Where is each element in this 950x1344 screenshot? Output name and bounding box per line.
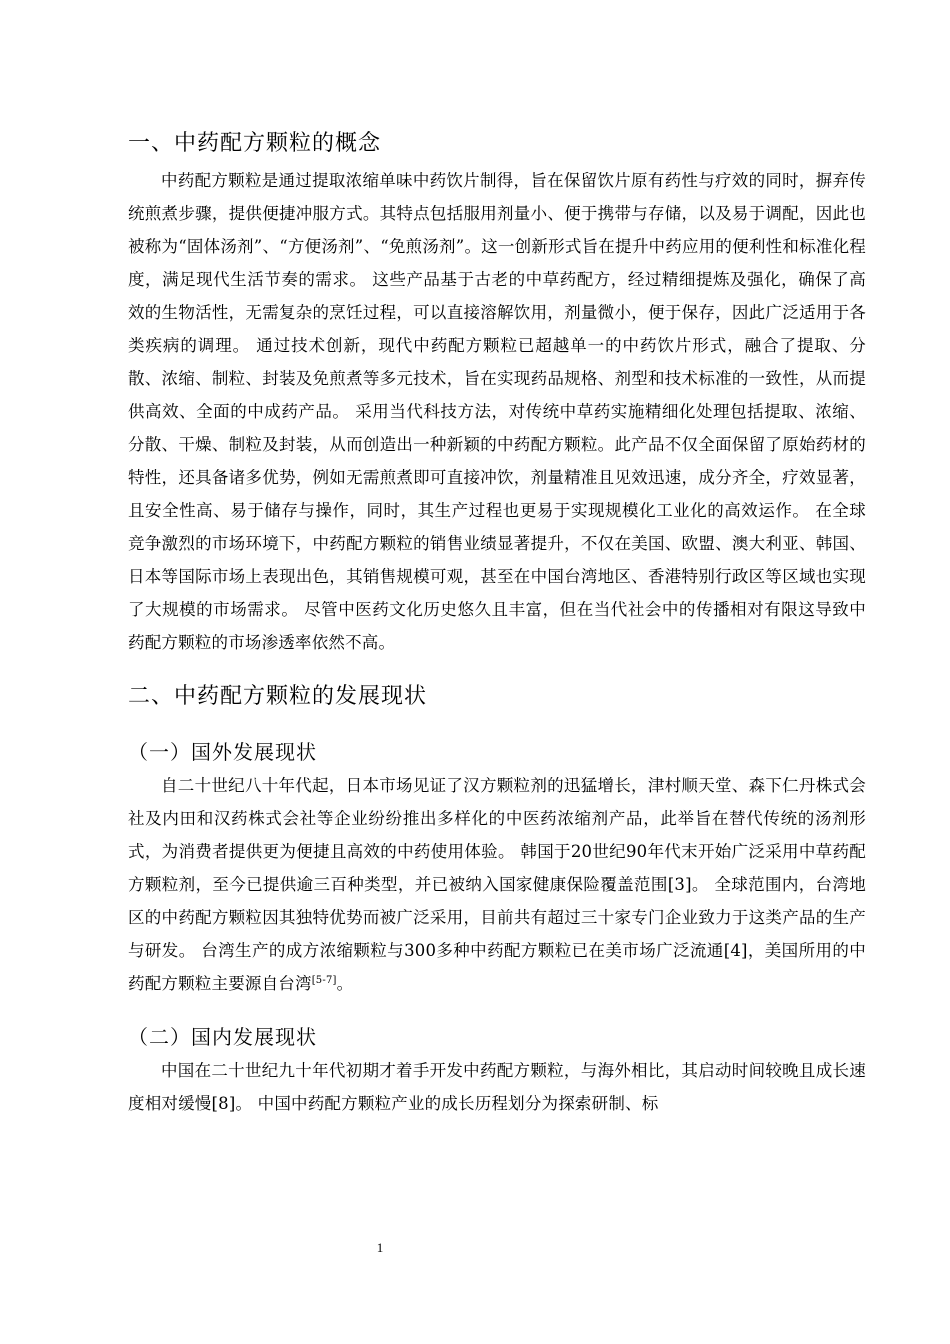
paragraph-foreign-tail: 。 xyxy=(336,974,354,993)
subsection-heading-domestic: （二）国内发展现状 xyxy=(128,1025,317,1049)
section-heading-status: 二、中药配方颗粒的发展现状 xyxy=(128,684,428,709)
paragraph-concept: 中药配方颗粒是通过提取浓缩单味中药饮片制得，旨在保留饮片原有药性与疗效的同时，摒弃传统煎煮步骤，提供便捷冲服方式。其特点包括服用剂量小、便于携带与存储，以及易于调配，因此也被称为“固体汤剂”、“方便汤剂”、“免煎汤剂”。这一创新形式旨在提升中药应用的便利性和标准化程度，满足现代生活节奏的需求。 这些产品基于古老的中草药配方，经过精细提炼及强化，确保了高效的生物活性，无需复杂的烹饪过程，可以直接溶解饮用，剂量微小，便于保存，因此广泛适用于各类疾病的调理。 通过技术创新，现代中药配方颗粒已超越单一的中药饮片形式，融合了提取、分散、浓缩、制粒、封装及免煎煮等多元技术，旨在实现药品规格、剂型和技术标准的一致性，从而提供高效、全面的中成药产品。 采用当代科技方法，对传统中草药实施精细化处理包括提取、浓缩、分散、干燥、制粒及封装，从而创造出一种新颖的中药配方颗粒。此产品不仅全面保留了原始药材的特性，还具备诸多优势，例如无需煎煮即可直接冲饮，剂量精准且见效迅速，成分齐全，疗效显著，且安全性高、易于储存与操作，同时，其生产过程也更易于实现规模化工业化的高效运作。 在全球竞争激烈的市场环境下，中药配方颗粒的销售业绩显著提升，不仅在美国、欧盟、澳大利亚、韩国、日本等国际市场上表现出色，其销售规模可观，甚至在中国台湾地区、香港特别行政区等区域也实现了大规模的市场需求。 尽管中医药文化历史悠久且丰富，但在当代社会中的传播相对有限这导致中药配方颗粒的市场渗透率依然不高。 xyxy=(128,171,866,652)
page-number: 1 xyxy=(376,1240,384,1255)
subsection-heading-foreign: （一）国外发展现状 xyxy=(128,740,317,764)
section-heading-concept: 一、中药配方颗粒的概念 xyxy=(128,131,382,156)
page-content xyxy=(128,128,866,1120)
paragraph-domestic: 中国在二十世纪九十年代初期才着手开发中药配方颗粒，与海外相比，其启动时间较晚且成长速度相对缓慢[8]。 中国中药配方颗粒产业的成长历程划分为探索研制、标 xyxy=(128,1061,866,1113)
paragraph-foreign xyxy=(128,769,866,1000)
paragraph-foreign-text: 自二十世纪八十年代起，日本市场见证了汉方颗粒剂的迅猛增长，津村顺天堂、森下仁丹株式会社及内田和汉药株式会社等企业纷纷推出多样化的中医药浓缩剂产品，此举旨在替代传统的汤剂形式，为消费者提供更为便捷且高效的中药使用体验。 韩国于20世纪90年代末开始广泛采用中草药配方颗粒剂，至今已提供逾三百种类型，并已被纳入国家健康保险覆盖范围[3]。 全球范围内，台湾地区的中药配方颗粒因其独特优势而被广泛采用，目前共有超过三十家专门企业致力于这类产品的生产与研发。 台湾生产的成方浓缩颗粒与300多种中药配方颗粒已在美市场广泛流通[4]，美国所用的中药配方颗粒主要源自台湾 xyxy=(128,776,866,993)
citation-superscript: [5-7] xyxy=(311,975,337,986)
